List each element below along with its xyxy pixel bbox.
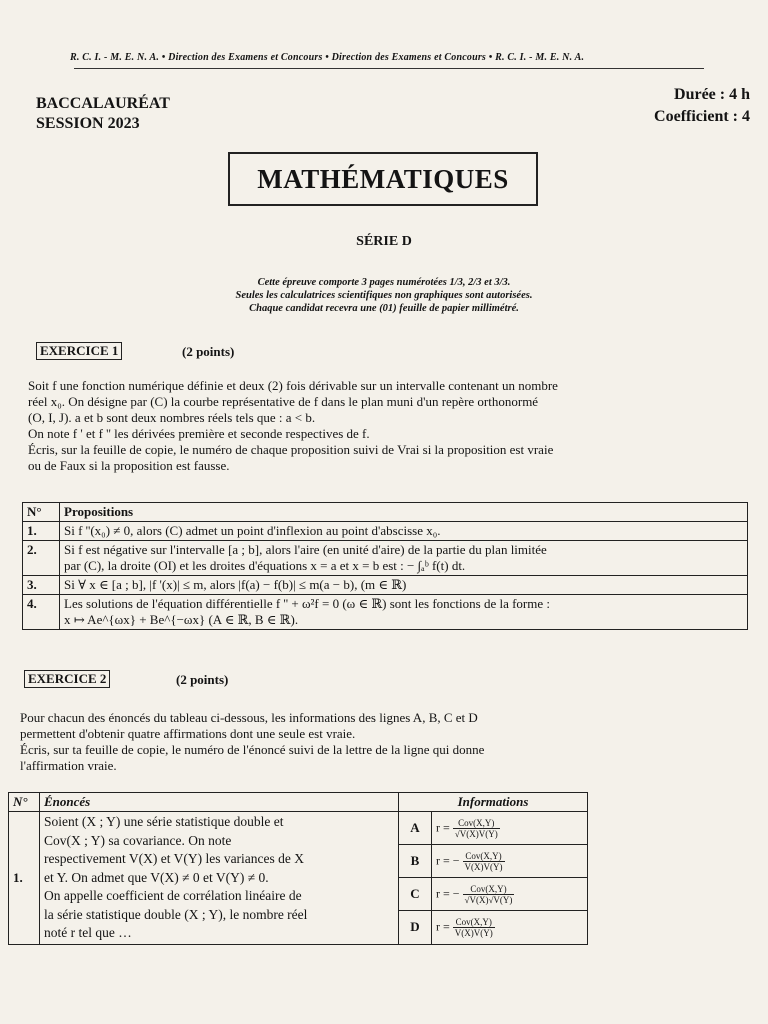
- formula-prefix: r = −: [436, 852, 460, 867]
- notice-line: Seules les calculatrices scientifiques non graphiques sont autorisées.: [235, 290, 533, 301]
- exam-name: BACCALAURÉAT: [36, 95, 170, 112]
- notice-line: Cette épreuve comporte 3 pages numérotées 1/3, 2/3 et 3/3.: [257, 277, 511, 288]
- formula-denominator: V(X)V(Y): [454, 927, 493, 938]
- intro-line: permettent d'obtenir quatre affirmations dont une seule est vraie.: [20, 726, 356, 741]
- exercise-2-points: (2 points): [176, 672, 229, 687]
- enonce-line: noté r tel que …: [44, 925, 132, 940]
- exam-notice: [0, 276, 768, 315]
- enonces-table: [8, 792, 588, 945]
- row-text: [60, 595, 748, 630]
- intro-line: l'affirmation vraie.: [20, 758, 117, 773]
- formula-numerator: Cov(X,Y): [463, 851, 505, 862]
- formula-fraction: [463, 851, 505, 872]
- column-header-enonces: Énoncés: [40, 793, 399, 812]
- exam-coefficient: Coefficient : 4: [654, 108, 750, 125]
- table-row: [23, 541, 748, 576]
- option-letter-c: C: [399, 878, 432, 911]
- row-text: [60, 541, 748, 576]
- exercise-1-points: (2 points): [182, 344, 235, 359]
- exercise-1-intro: [28, 378, 748, 474]
- header-band: R. C. I. - M. E. N. A. • Direction des Examens et Concours • Direction des Examens et Concours • R. C. I. - M. E. N. A.: [70, 52, 585, 63]
- row-text-line: x ↦ Ae^{ωx} + Be^{−ωx} (A ∈ ℝ, B ∈ ℝ).: [64, 612, 299, 627]
- formula-denominator: V(X)V(Y): [464, 861, 503, 872]
- formula-prefix: r = −: [436, 886, 460, 901]
- header-divider: [74, 68, 704, 69]
- formula-prefix: r =: [436, 819, 450, 834]
- formula-numerator: Cov(X,Y): [453, 818, 500, 829]
- intro-line: réel x₀. On désigne par (C) la courbe représentative de f dans le plan muni d'un repère orthonormé: [28, 394, 539, 409]
- row-number: 1.: [9, 812, 40, 945]
- table-row: [9, 812, 588, 845]
- option-formula-c: [432, 878, 588, 911]
- exam-duration: Durée : 4 h: [674, 86, 750, 103]
- row-number: 1.: [23, 522, 60, 541]
- row-text-line: Les solutions de l'équation différentielle f '' + ω²f = 0 (ω ∈ ℝ) sont les fonctions de la forme :: [64, 596, 551, 611]
- row-text-line: par (C), la droite (OI) et les droites d'équations x = a et x = b est : − ∫ₐᵇ f(t) dt.: [64, 558, 466, 573]
- table-header-row: [23, 503, 748, 522]
- column-header-informations: Informations: [399, 793, 588, 812]
- exam-info: [36, 94, 170, 134]
- formula-fraction: [453, 917, 495, 938]
- enonce-text: [40, 812, 399, 945]
- exam-series: SÉRIE D: [356, 234, 412, 249]
- propositions-table: [22, 502, 748, 630]
- option-letter-a: A: [399, 812, 432, 845]
- enonce-line: respectivement V(X) et V(Y) les variances de X: [44, 851, 305, 866]
- enonce-line: On appelle coefficient de corrélation linéaire de: [44, 888, 302, 903]
- formula-numerator: Cov(X,Y): [453, 917, 495, 928]
- column-header-num: N°: [23, 503, 60, 522]
- row-text: Si f ''(x₀) ≠ 0, alors (C) admet un point d'inflexion au point d'abscisse x₀.: [60, 522, 748, 541]
- enonce-line: la série statistique double (X ; Y), le nombre réel: [44, 906, 308, 922]
- column-header-num: N°: [9, 793, 40, 812]
- intro-line: (O, I, J). a et b sont deux nombres réels tels que : a < b.: [28, 410, 316, 425]
- intro-line: Soit f une fonction numérique définie et deux (2) fois dérivable sur un intervalle contenant un nombre: [28, 378, 558, 393]
- row-text: Si ∀ x ∈ [a ; b], |f '(x)| ≤ m, alors |f(a) − f(b)| ≤ m(a − b), (m ∈ ℝ): [60, 576, 748, 595]
- formula-denominator: √V(X)√V(Y): [464, 894, 513, 905]
- enonce-line: Soient (X ; Y) une série statistique double et: [44, 814, 284, 829]
- formula-numerator: Cov(X,Y): [463, 884, 515, 895]
- formula-fraction: [453, 818, 500, 839]
- formula-fraction: [463, 884, 515, 905]
- option-formula-a: [432, 812, 588, 845]
- intro-line: ou de Faux si la proposition est fausse.: [28, 458, 230, 473]
- formula-prefix: r =: [436, 919, 450, 934]
- option-letter-b: B: [399, 845, 432, 878]
- notice-line: Chaque candidat recevra une (01) feuille de papier millimétré.: [249, 303, 519, 314]
- page-title: MATHÉMATIQUES: [228, 152, 538, 206]
- formula-denominator: √V(X)V(Y): [454, 828, 498, 839]
- intro-line: Écris, sur ta feuille de copie, le numéro de l'énoncé suivi de la lettre de la ligne qui donne: [20, 742, 485, 757]
- option-formula-d: [432, 911, 588, 944]
- enonce-line: Cov(X ; Y) sa covariance. On note: [44, 832, 232, 848]
- intro-line: On note f ' et f '' les dérivées première et seconde respectives de f.: [28, 426, 370, 441]
- table-row: [23, 522, 748, 541]
- table-header-row: [9, 793, 588, 812]
- exercise-2-intro: [20, 710, 740, 774]
- row-text-line: Si f est négative sur l'intervalle [a ; b], alors l'aire (en unité d'aire) de la partie du plan limitée: [64, 542, 547, 557]
- option-formula-b: [432, 845, 588, 878]
- column-header-propositions: Propositions: [60, 503, 748, 522]
- table-row: [23, 576, 748, 595]
- exam-session: SESSION 2023: [36, 115, 140, 132]
- enonce-line: et Y. On admet que V(X) ≠ 0 et V(Y) ≠ 0.: [44, 869, 269, 885]
- row-number: 2.: [23, 541, 60, 576]
- table-row: [23, 595, 748, 630]
- row-number: 3.: [23, 576, 60, 595]
- exercise-2-label: EXERCICE 2: [24, 670, 110, 688]
- intro-line: Pour chacun des énoncés du tableau ci-dessous, les informations des lignes A, B, C et D: [20, 710, 478, 725]
- exam-meta: [654, 84, 750, 128]
- option-letter-d: D: [399, 911, 432, 944]
- exercise-1-label: EXERCICE 1: [36, 342, 122, 360]
- row-number: 4.: [23, 595, 60, 630]
- intro-line: Écris, sur la feuille de copie, le numéro de chaque proposition suivi de Vrai si la proposition est vraie: [28, 442, 554, 457]
